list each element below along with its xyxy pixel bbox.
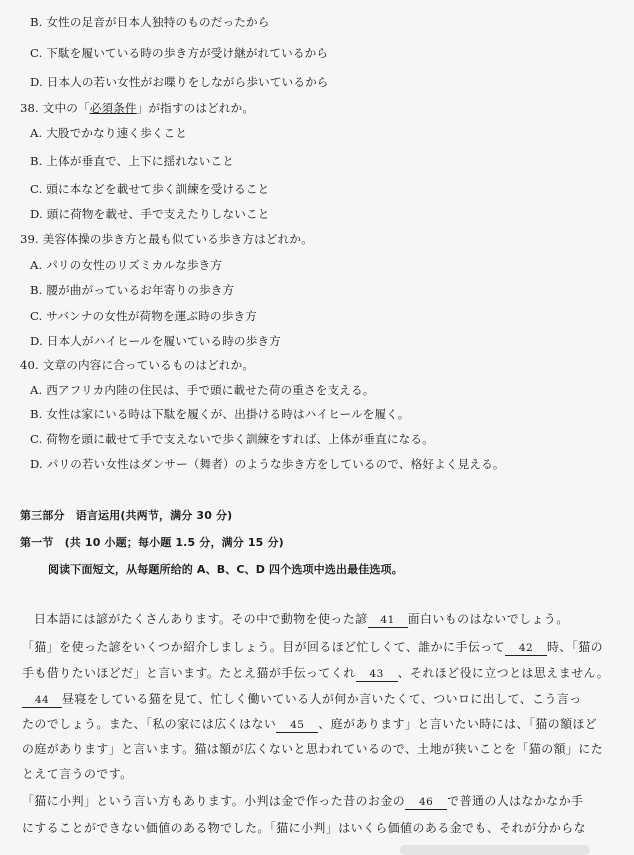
blank-44: 44 [22, 694, 62, 708]
q38-option-d: D. 頭に荷物を載せ、手で支えたりしないこと [30, 207, 270, 221]
q38-stem-term: 必須条件 [89, 101, 137, 115]
passage-text: 日本語には諺がたくさんあります。その中で動物を使った諺 [34, 612, 368, 626]
passage-text: 手も借りたいほどだ」と言います。たとえ猫が手伝ってくれ [22, 666, 356, 680]
blank-41: 41 [368, 614, 408, 628]
q40-option-d: D. パリの若い女性はダンサー（舞者）のような歩き方をしているので、格好よく見える。 [30, 457, 505, 471]
passage-text: 、それほど役に立つとは思えません。 [397, 666, 609, 680]
passage-line-5 [22, 716, 597, 733]
q39-option-b: B. 腰が曲がっているお年寄りの歩き方 [30, 283, 235, 297]
passage-line-1 [34, 611, 569, 628]
scan-smudge [400, 845, 590, 855]
q38-option-b: B. 上体が垂直で、上下に揺れないこと [30, 154, 235, 168]
passage-text: 「猫に小判」という言い方もあります。小判は金で作った昔のお金の [22, 794, 406, 808]
q39-option-a: A. パリの女性のリズミカルな歩き方 [30, 258, 223, 272]
q37-option-d: D. 日本人の若い女性がお喋りをしながら歩いているから [30, 75, 329, 89]
passage-text: で普通の人はなかなか手 [447, 794, 584, 808]
passage-line-3 [22, 665, 609, 682]
blank-46: 46 [405, 796, 447, 810]
q38-stem [20, 100, 254, 116]
q37-option-b: B. 女性の足音が日本人独特のものだったから [30, 15, 270, 29]
passage-text: たのでしょう。また、「私の家には広くはない [22, 717, 277, 731]
passage-text: 、庭があります」と言いたい時には、「猫の額ほど [318, 717, 598, 731]
passage-line-8 [22, 793, 583, 810]
blank-43: 43 [356, 668, 398, 682]
passage-text: 「猫」を使った諺をいくつか紹介しましょう。目が回るほど忙しくて、誰かに手伝って [22, 640, 505, 654]
blank-42: 42 [505, 642, 547, 656]
part3-section1-heading: 第一节 (共 10 小题；每小题 1.5 分，满分 15 分) [20, 536, 284, 549]
passage-text: 昼寝をしている猫を見て、忙しく働いている人が何か言いたくて、ついロに出して、こう言っ [62, 692, 582, 706]
part3-title: 第三部分 语言运用(共两节，满分 30 分) [20, 509, 233, 522]
passage-text: 面白いものはないでしょう。 [407, 612, 569, 626]
passage-line-9: にすることができない価値のある物でした。「猫に小判」はいくら価値のある金でも、それが分からな [22, 821, 587, 835]
q38-option-a: A. 大股でかなり速く歩くこと [30, 126, 188, 140]
q40-stem: 40. 文章の内容に合っているものはどれか。 [20, 358, 255, 372]
q38-stem-suffix: 」が指すのはどれか。 [136, 101, 255, 115]
q38-stem-prefix: 38. 文中の「 [20, 101, 90, 115]
passage-line-4 [22, 691, 582, 708]
q39-stem: 39. 美容体操の歩き方と最も似ている歩き方はどれか。 [20, 232, 313, 246]
passage-line-6: の庭があります」と言います。猫は額が広くないと思われているので、土地が狭いことを「猫の額」にた [22, 742, 604, 756]
blank-45: 45 [276, 719, 318, 733]
q40-option-a: A. 西アフリカ内陸の住民は、手で頭に載せた荷の重さを支える。 [30, 383, 375, 397]
part3-instruction: 阅读下面短文，从每题所给的 A、B、C、D 四个选项中选出最佳选项。 [48, 563, 403, 576]
passage-line-2 [22, 639, 603, 656]
q39-option-d: D. 日本人がハイヒールを履いている時の歩き方 [30, 334, 281, 348]
q40-option-c: C. 荷物を頭に載せて手で支えないで歩く訓練をすれば、上体が垂直になる。 [30, 432, 434, 446]
passage-line-7: とえて言うのです。 [22, 767, 133, 781]
q38-option-c: C. 頭に本などを載せて歩く訓練を受けること [30, 182, 270, 196]
q40-option-b: B. 女性は家にいる時は下駄を履くが、出掛ける時はハイヒールを履く。 [30, 407, 410, 421]
q39-option-c: C. サバンナの女性が荷物を運ぶ時の歩き方 [30, 309, 257, 323]
q37-option-c: C. 下駄を履いている時の歩き方が受け継がれているから [30, 46, 329, 60]
passage-text: 時、「猫の [547, 640, 604, 654]
